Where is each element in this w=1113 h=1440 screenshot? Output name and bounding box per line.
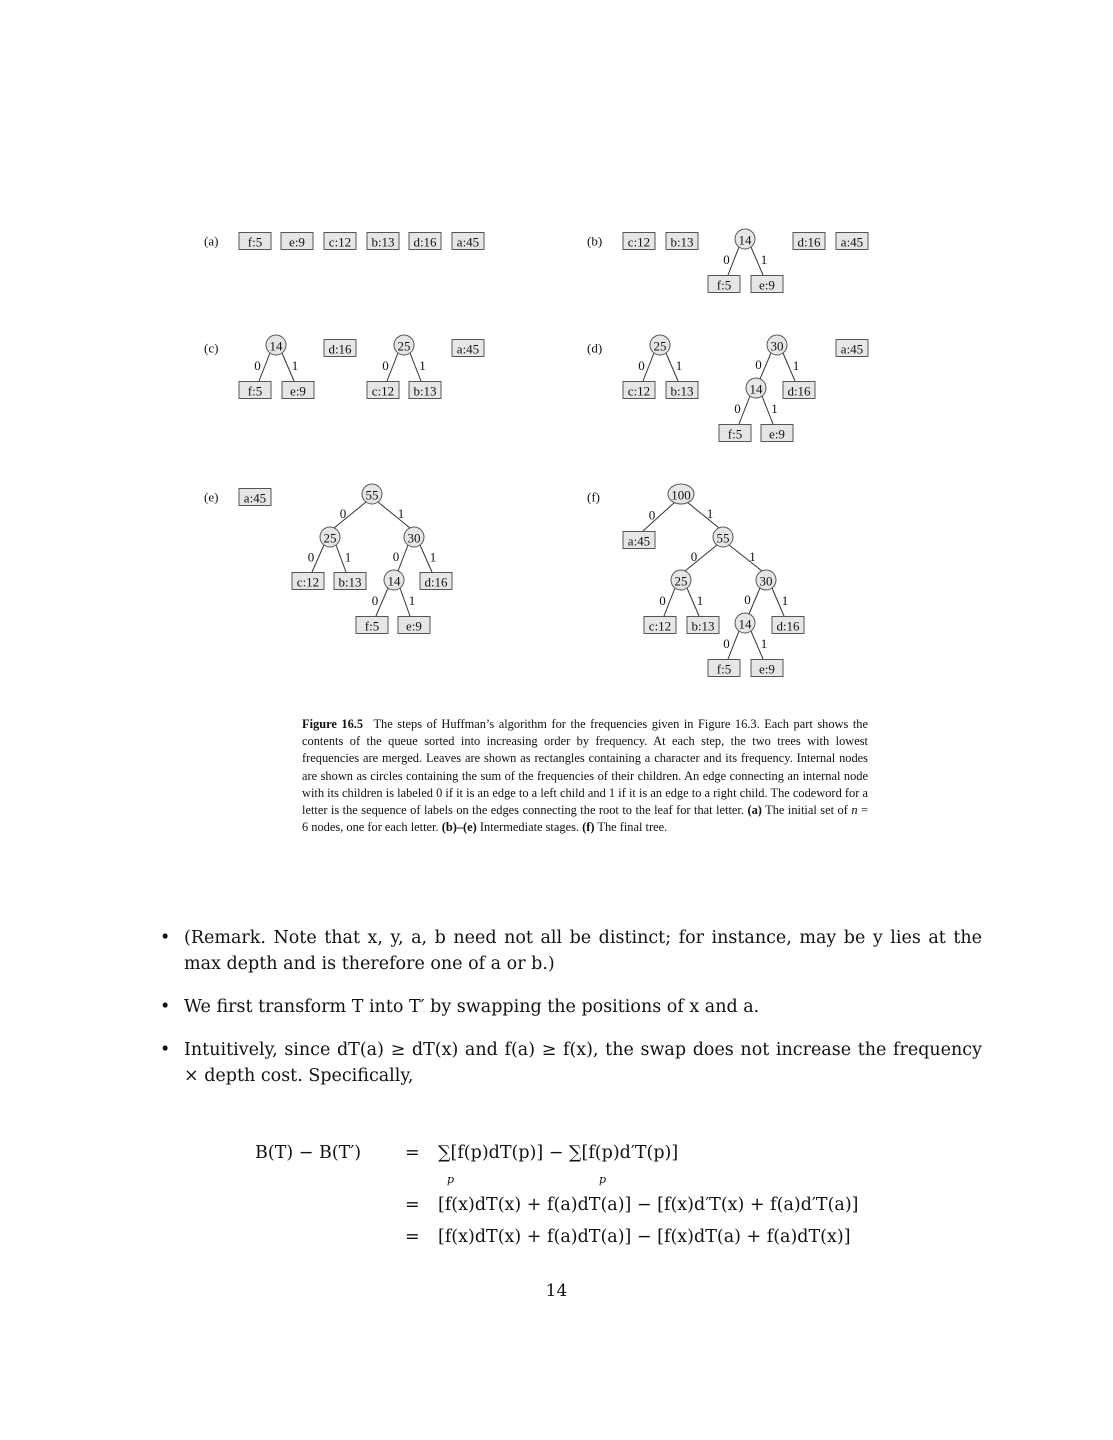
edge-label-zero: 0	[744, 592, 751, 607]
leaf-f	[708, 660, 740, 677]
leaf-c	[644, 617, 676, 634]
edge-label-one: 1	[792, 358, 800, 373]
node-25	[671, 570, 691, 590]
caption-n: n	[851, 803, 858, 818]
leaf-label: b:13	[338, 574, 362, 590]
edge-label-zero: 0	[734, 401, 741, 416]
edge-label-zero: 0	[690, 549, 698, 564]
leaf-label: d:16	[328, 341, 352, 357]
leaf-b	[409, 382, 441, 399]
caption-text-5: The final tree.	[597, 820, 668, 835]
leaf-label: a:45	[456, 234, 480, 250]
leaf-label: a:45	[456, 341, 480, 357]
edge-label-one: 1	[419, 358, 426, 373]
eq-sum-index-2: p	[599, 1173, 607, 1186]
leaf-a	[623, 532, 655, 549]
caption-figure-number: Figure 16.5	[302, 717, 364, 731]
bullet-remark-text: (Remark. Note that x, y, a, b need not all be distinct; for instance, may be y lies at the max depth and is therefore one of a or b.)	[184, 928, 982, 974]
bullet-transform-text: We first transform T into T′ by swapping the positions of x and a.	[184, 997, 760, 1017]
leaf-label: c:12	[296, 574, 320, 590]
edge-label-one: 1	[760, 252, 768, 267]
leaf-f	[356, 617, 388, 634]
leaf-a	[836, 340, 868, 357]
leaf-e	[398, 617, 430, 634]
node-14	[746, 378, 766, 398]
node-label: 14	[387, 573, 401, 589]
leaf-label: a:45	[840, 341, 864, 357]
leaf-a	[452, 340, 484, 357]
edge-left	[398, 545, 408, 571]
leaf-e	[751, 276, 783, 293]
leaf-label: c:12	[328, 234, 352, 250]
node-14	[384, 570, 404, 590]
eq-row-1: ∑[f(p)dT(p)] − ∑[f(p)d′T(p)]	[438, 1143, 679, 1163]
edge-right	[729, 545, 762, 571]
edge-label-zero: 0	[659, 593, 666, 608]
leaf-label: a:45	[840, 234, 864, 250]
leaf-label: b:13	[413, 383, 437, 399]
panel-label: (d)	[587, 340, 603, 356]
edge-label-one: 1	[749, 549, 756, 564]
node-label: 25	[323, 530, 337, 546]
edge-label-one: 1	[706, 506, 714, 521]
eq-sum-index-1: p	[447, 1173, 455, 1186]
edge-right	[378, 502, 410, 528]
edge-label-zero: 0	[371, 593, 379, 608]
leaf-d	[409, 233, 441, 250]
leaf-c	[292, 573, 324, 590]
leaf-c	[623, 233, 655, 250]
node-14	[735, 613, 755, 633]
leaf-c	[367, 382, 399, 399]
bullet-list	[160, 925, 982, 1106]
leaf-label: c:12	[627, 383, 651, 399]
bullet-remark	[160, 925, 982, 977]
leaf-label: d:16	[424, 574, 448, 590]
bullet-transform	[160, 994, 982, 1020]
leaf-label: f:5	[247, 383, 263, 399]
leaf-label: a:45	[243, 490, 267, 506]
leaf-b	[666, 382, 698, 399]
leaf-label: f:5	[247, 234, 263, 250]
huffman-figure	[0, 0, 1113, 700]
caption-text-3: = 6 nodes, one for each letter.	[302, 803, 868, 835]
leaf-label: c:12	[371, 383, 395, 399]
leaf-d	[772, 617, 804, 634]
node-55	[713, 527, 733, 547]
leaf-a	[452, 233, 484, 250]
node-25	[320, 527, 340, 547]
eq-lhs: B(T) − B(T′)	[255, 1143, 362, 1163]
panel-label: (a)	[204, 233, 219, 249]
leaf-label: e:9	[769, 426, 785, 442]
leaf-b	[666, 233, 698, 250]
edge-right	[687, 502, 719, 528]
caption-f-label: (f)	[582, 820, 595, 835]
edge-label-one: 1	[675, 358, 683, 373]
leaf-label: e:9	[406, 618, 422, 634]
node-30	[767, 335, 787, 355]
node-label: 14	[749, 381, 763, 397]
leaf-f	[239, 233, 271, 250]
leaf-e	[751, 660, 783, 677]
edge-label-zero: 0	[755, 357, 762, 372]
leaf-label: b:13	[670, 234, 694, 250]
node-label: 30	[407, 530, 421, 546]
node-100	[668, 484, 694, 504]
leaf-a	[836, 233, 868, 250]
panel-label: (e)	[204, 489, 219, 505]
node-label: 30	[759, 573, 773, 589]
edge-label-one: 1	[344, 549, 352, 565]
panel-label: (c)	[204, 340, 219, 356]
edge-label-one: 1	[408, 593, 416, 608]
leaf-b	[687, 617, 719, 634]
leaf-label: d:16	[787, 383, 811, 399]
leaf-e	[281, 233, 313, 250]
leaf-label: e:9	[289, 234, 305, 250]
caption-be-label: (b)–(e)	[441, 820, 477, 835]
node-label: 25	[674, 573, 688, 589]
edge-label-zero: 0	[723, 252, 730, 267]
node-30	[756, 570, 776, 590]
leaf-b	[367, 233, 399, 250]
leaf-label: f:5	[727, 426, 743, 442]
leaf-d	[324, 340, 356, 357]
leaf-label: f:5	[364, 618, 380, 634]
edge-label-zero: 0	[339, 506, 347, 521]
eq-row-3: [f(x)dT(x) + f(a)dT(a)] − [f(x)dT(a) + f(a)dT(x)]	[438, 1227, 851, 1247]
node-label: 30	[770, 338, 784, 354]
leaf-b	[334, 573, 366, 590]
leaf-label: d:16	[797, 234, 821, 250]
node-55	[362, 484, 382, 504]
leaf-label: b:13	[371, 234, 395, 250]
leaf-d	[783, 382, 815, 399]
edge-label-zero: 0	[723, 636, 730, 651]
edge-label-one: 1	[291, 358, 299, 373]
eq-equals-3: =	[405, 1227, 420, 1247]
bullet-intuition	[160, 1037, 982, 1089]
node-label: 25	[653, 338, 667, 354]
edge-label-one: 1	[397, 506, 405, 521]
node-14	[735, 229, 755, 249]
leaf-c	[324, 233, 356, 250]
leaf-label: d:16	[413, 234, 437, 250]
node-label: 55	[716, 530, 730, 546]
edge-label-zero: 0	[254, 358, 261, 373]
leaf-f	[719, 425, 751, 442]
node-label: 14	[738, 616, 752, 632]
leaf-label: b:13	[670, 383, 694, 399]
panel-label: (f)	[587, 489, 600, 505]
leaf-label: f:5	[716, 661, 732, 677]
leaf-d	[420, 573, 452, 590]
edge-label-zero: 0	[307, 549, 315, 565]
leaf-f	[708, 276, 740, 293]
leaf-label: e:9	[759, 661, 775, 677]
leaf-label: e:9	[290, 383, 306, 399]
node-25	[394, 335, 414, 355]
leaf-label: a:45	[627, 533, 651, 549]
eq-equals-2: =	[405, 1195, 420, 1215]
leaf-c	[623, 382, 655, 399]
edge-label-zero: 0	[382, 358, 389, 373]
caption-a-label: (a)	[747, 803, 762, 818]
bullet-intuition-text: Intuitively, since dT(a) ≥ dT(x) and f(a) ≥ f(x), the swap does not increase the frequency × depth cost. Specifically,	[184, 1040, 982, 1086]
caption-text: The steps of Huffman’s algorithm for the frequencies given in Figure 16.3. Each part shows the contents of the queue sorted into increasing order by frequency. At each step, the two trees with lowest frequencies are merged. Leaves are shown as rectangles containing a character and its frequency. Internal nodes are shown as circles containing the sum of the frequencies of their children. An edge connecting an internal node with its children is labeled 0 if it is an edge to a left child and 1 if it is an edge to a right child. The codeword for a letter is the sequence of labels on the edges connecting the root to the leaf for that letter.	[302, 717, 869, 818]
edge-label-zero: 0	[392, 549, 400, 564]
leaf-label: d:16	[776, 618, 800, 634]
leaf-f	[239, 382, 271, 399]
node-30	[404, 527, 424, 547]
leaf-e	[761, 425, 793, 442]
caption-text-2: The initial set of	[765, 803, 848, 818]
leaf-label: c:12	[627, 234, 651, 250]
edge-label-zero: 0	[638, 358, 645, 373]
edge-label-one: 1	[781, 593, 789, 608]
node-label: 25	[397, 338, 411, 354]
edge-label-one: 1	[760, 636, 768, 651]
leaf-label: e:9	[759, 277, 775, 293]
node-25	[650, 335, 670, 355]
edge-label-one: 1	[771, 401, 778, 416]
leaf-label: b:13	[691, 618, 715, 634]
leaf-label: f:5	[716, 277, 732, 293]
node-label: 100	[671, 487, 691, 503]
leaf-label: c:12	[648, 618, 672, 634]
eq-row-2: [f(x)dT(x) + f(a)dT(a)] − [f(x)d′T(x) + f(a)d′T(a)]	[438, 1195, 859, 1215]
caption-text-4: Intermediate stages.	[479, 820, 579, 835]
eq-equals-1: =	[405, 1143, 420, 1163]
node-label: 14	[738, 232, 752, 248]
page-number: 14	[545, 1281, 568, 1301]
node-label: 55	[365, 487, 379, 503]
node-label: 14	[269, 338, 283, 354]
figure-caption	[302, 716, 868, 836]
leaf-e	[282, 382, 314, 399]
edge-label-one: 1	[696, 593, 704, 608]
edge-label-one: 1	[429, 549, 437, 565]
leaf-d	[793, 233, 825, 250]
edge-label-zero: 0	[648, 507, 656, 523]
leaf-a	[239, 489, 271, 506]
panel-label: (b)	[587, 233, 603, 249]
node-14	[266, 335, 286, 355]
